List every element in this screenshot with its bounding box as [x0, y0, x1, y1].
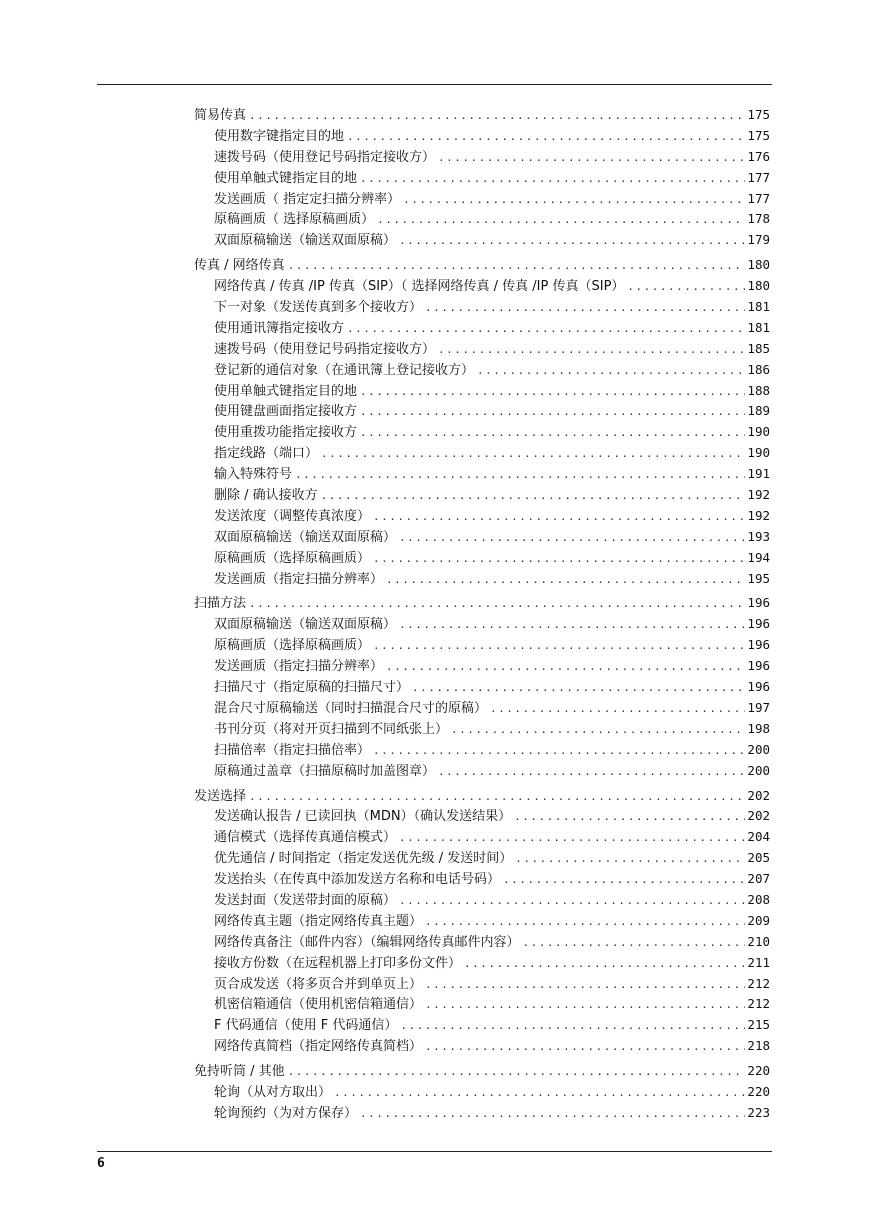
toc-entry-page: 185	[747, 340, 770, 356]
toc-entry[interactable]	[194, 869, 770, 890]
toc-entry[interactable]	[194, 506, 770, 527]
toc-entry[interactable]	[194, 569, 770, 590]
toc-entry[interactable]	[194, 953, 770, 974]
toc-section	[194, 255, 770, 589]
toc-entry[interactable]	[194, 656, 770, 677]
dot-leader	[438, 762, 745, 783]
toc-entry-page: 196	[747, 595, 770, 611]
toc-entry[interactable]	[194, 740, 770, 761]
toc-entry[interactable]	[194, 189, 770, 210]
dot-leader	[377, 210, 745, 231]
toc-entry-page: 204	[747, 829, 770, 845]
toc-entry-title: 网络传真 / 传真 /IP 传真（SIP）（ 选择网络传真 / 传真 /IP 传真（SIP）	[214, 279, 625, 295]
toc-entry-page: 194	[747, 549, 770, 565]
dot-leader	[400, 1016, 745, 1037]
toc-entry-page: 196	[747, 658, 770, 674]
toc-entry-title: 轮询（从对方取出）	[214, 1084, 332, 1100]
toc-entry-page: 179	[747, 232, 770, 248]
toc-entry-page: 192	[747, 507, 770, 523]
dot-leader	[321, 444, 745, 465]
dot-leader	[399, 828, 745, 849]
dot-leader	[425, 995, 745, 1016]
toc-entry-page: 205	[747, 850, 770, 866]
toc-entry-title: 下一对象（发送传真到多个接收方）	[214, 300, 423, 316]
toc-entry-page: 212	[747, 996, 770, 1012]
toc-entry-title: 双面原稿输送（输送双面原稿）	[214, 617, 397, 633]
toc-entry-page: 196	[747, 616, 770, 632]
toc-entry[interactable]	[194, 932, 770, 953]
toc-entry[interactable]	[194, 994, 770, 1015]
toc-entry[interactable]	[194, 209, 770, 230]
toc-entry-page: 188	[747, 382, 770, 398]
dot-leader	[360, 1104, 745, 1125]
toc-entry-title: 原稿通过盖章（扫描原稿时加盖图章）	[214, 763, 436, 779]
toc-entry-page: 195	[747, 570, 770, 586]
toc-entry-title: 通信模式（选择传真通信模式）	[214, 830, 397, 846]
toc-section	[194, 105, 770, 251]
dot-leader	[295, 465, 745, 486]
toc-entry-page: 177	[747, 169, 770, 185]
toc-entry-title: 双面原稿输送（输送双面原稿）	[214, 529, 397, 545]
toc-entry-title: 删除 / 确认接收方	[214, 488, 318, 504]
toc-entry-page: 191	[747, 466, 770, 482]
toc-entry-page: 202	[747, 787, 770, 803]
toc-entry-page: 212	[747, 975, 770, 991]
toc-entry-page: 220	[747, 1083, 770, 1099]
toc-entry[interactable]	[194, 443, 770, 464]
toc-entry[interactable]	[194, 1082, 770, 1103]
toc-entry[interactable]	[194, 1103, 770, 1124]
toc-entry[interactable]	[194, 401, 770, 422]
dot-leader	[477, 361, 745, 382]
toc-entry[interactable]	[194, 360, 770, 381]
toc-section	[194, 1061, 770, 1124]
toc-entry-title: 原稿画质（ 选择原稿画质）	[214, 212, 375, 228]
dot-leader	[503, 870, 745, 891]
toc-entry-title: 简易传真	[194, 108, 247, 123]
toc-section-heading[interactable]	[194, 105, 770, 126]
toc-entry[interactable]	[194, 168, 770, 189]
toc-entry-page: 180	[747, 278, 770, 294]
toc-entry[interactable]	[194, 806, 770, 827]
toc-entry-title: 双面原稿输送（输送双面原稿）	[214, 233, 397, 249]
dot-leader	[425, 1037, 745, 1058]
toc-entry[interactable]	[194, 635, 770, 656]
dot-leader	[412, 678, 745, 699]
toc-entry-page: 190	[747, 445, 770, 461]
toc-entry-title: 机密信箱通信（使用机密信箱通信）	[214, 997, 423, 1013]
toc-entry[interactable]	[194, 974, 770, 995]
toc-entry-title: 发送画质（ 指定定扫描分辨率）	[214, 191, 401, 207]
toc-entry[interactable]	[194, 890, 770, 911]
dot-leader	[425, 298, 745, 319]
header-rule	[97, 84, 772, 85]
toc-entry-title: 发送抬头（在传真中添加发送方名称和电话号码）	[214, 872, 501, 888]
toc-entry-title: 登记新的通信对象（在通讯簿上登记接收方）	[214, 362, 475, 378]
toc-entry-page: 200	[747, 762, 770, 778]
toc-entry[interactable]	[194, 276, 770, 297]
toc-entry-page: 198	[747, 720, 770, 736]
dot-leader	[249, 106, 745, 127]
dot-leader	[249, 594, 745, 615]
dot-leader	[373, 549, 745, 570]
toc-entry-page: 178	[747, 211, 770, 227]
dot-leader	[249, 787, 745, 808]
toc-entry-title: 发送封面（发送带封面的原稿）	[214, 892, 397, 908]
toc-entry-title: 网络传真主题（指定网络传真主题）	[214, 913, 423, 929]
dot-leader	[490, 699, 745, 720]
toc-entry-title: 指定线路（端口）	[214, 446, 319, 462]
toc-entry[interactable]	[194, 422, 770, 443]
dot-leader	[399, 615, 745, 636]
toc-entry-title: 使用数字键指定目的地	[214, 128, 345, 144]
dot-leader	[425, 975, 745, 996]
dot-leader	[399, 231, 745, 252]
dot-leader	[373, 507, 745, 528]
toc-entry-page: 189	[747, 403, 770, 419]
dot-leader	[451, 720, 745, 741]
dot-leader	[347, 127, 745, 148]
toc-entry[interactable]	[194, 761, 770, 782]
dot-leader	[627, 277, 745, 298]
toc-entry[interactable]	[194, 848, 770, 869]
toc-section	[194, 593, 770, 781]
dot-leader	[514, 807, 745, 828]
toc-entry-page: 197	[747, 699, 770, 715]
toc-entry-page: 181	[747, 319, 770, 335]
footer-rule	[97, 1151, 772, 1152]
toc-entry[interactable]	[194, 827, 770, 848]
toc-entry-title: 页合成发送（将多页合并到单页上）	[214, 976, 423, 992]
toc-entry-title: 接收方份数（在远程机器上打印多份文件）	[214, 955, 462, 971]
toc-entry-title: 发送选择	[194, 788, 247, 804]
toc-entry-title: 网络传真备注（邮件内容）（编辑网络传真邮件内容）	[214, 934, 520, 950]
toc-entry[interactable]	[194, 698, 770, 719]
toc-entry-page: 176	[747, 148, 770, 164]
toc-entry-page: 207	[747, 871, 770, 887]
page-number: 6	[97, 1156, 105, 1171]
dot-leader	[321, 486, 746, 507]
toc-entry-title: 发送浓度（调整传真浓度）	[214, 508, 371, 524]
toc-entry-title: 网络传真简档（指定网络传真简档）	[214, 1039, 423, 1055]
toc-entry-page: 211	[747, 954, 770, 970]
toc-entry-title: 使用单触式键指定目的地	[214, 383, 358, 399]
toc-entry-title: 传真 / 网络传真	[194, 258, 285, 274]
toc-entry-page: 210	[747, 933, 770, 949]
toc-entry-title: 速拨号码（使用登记号码指定接收方）	[214, 149, 436, 165]
dot-leader	[334, 1083, 745, 1104]
toc-entry-page: 218	[747, 1038, 770, 1054]
toc-entry-title: 速拨号码（使用登记号码指定接收方）	[214, 341, 436, 357]
toc-entry-title: 混合尺寸原稿输送（同时扫描混合尺寸的原稿）	[214, 700, 488, 716]
toc-entry-page: 220	[747, 1063, 770, 1079]
dot-leader	[360, 423, 745, 444]
toc-entry-page: 196	[747, 637, 770, 653]
toc-entry-title: 原稿画质（选择原稿画质）	[214, 638, 371, 654]
toc-entry[interactable]	[194, 677, 770, 698]
toc-entry[interactable]	[194, 485, 770, 506]
toc-entry-page: 202	[747, 808, 770, 824]
toc-entry-title: 使用通讯簿指定接收方	[214, 320, 345, 336]
dot-leader	[399, 891, 745, 912]
toc-section-heading[interactable]	[194, 593, 770, 614]
toc-entry-page: 192	[747, 487, 770, 503]
dot-leader	[360, 169, 745, 190]
toc-entry-page: 175	[747, 127, 770, 143]
toc-entry-title: 轮询预约（为对方保存）	[214, 1105, 358, 1121]
toc-entry[interactable]	[194, 464, 770, 485]
toc-entry-title: 发送确认报告 / 已读回执（MDN）（确认发送结果）	[214, 809, 512, 825]
dot-leader	[288, 256, 746, 277]
toc-entry-title: 发送画质（指定扫描分辨率）	[214, 659, 384, 675]
toc-entry-title: 优先通信 / 时间指定（指定发送优先级 / 发送时间）	[214, 851, 513, 867]
toc-entry-page: 181	[747, 299, 770, 315]
toc-entry-page: 215	[747, 1017, 770, 1033]
dot-leader	[464, 954, 745, 975]
toc-entry[interactable]	[194, 527, 770, 548]
toc-entry-title: 原稿画质（选择原稿画质）	[214, 550, 371, 566]
dot-leader	[373, 741, 745, 762]
dot-leader	[386, 570, 745, 591]
dot-leader	[403, 190, 745, 211]
toc-entry[interactable]	[194, 126, 770, 147]
toc-entry[interactable]	[194, 1036, 770, 1057]
toc-entry-page: 223	[747, 1104, 770, 1120]
toc-entry-page: 186	[747, 361, 770, 377]
dot-leader	[360, 382, 745, 403]
toc-section	[194, 786, 770, 1058]
dot-leader	[288, 1062, 746, 1083]
dot-leader	[386, 657, 745, 678]
toc-entry-title: 扫描方法	[194, 596, 247, 612]
toc-entry-page: 193	[747, 528, 770, 544]
toc-entry[interactable]	[194, 147, 770, 168]
toc-entry-page: 177	[747, 190, 770, 206]
dot-leader	[425, 912, 745, 933]
toc-section-heading[interactable]	[194, 255, 770, 276]
toc-entry-title: 输入特殊符号	[214, 467, 293, 483]
toc-entry[interactable]	[194, 297, 770, 318]
toc-entry-title: 使用重拨功能指定接收方	[214, 425, 358, 441]
toc-entry[interactable]	[194, 911, 770, 932]
toc-entry-title: 书刊分页（将对开页扫描到不同纸张上）	[214, 721, 449, 737]
dot-leader	[515, 849, 745, 870]
dot-leader	[523, 933, 746, 954]
toc-entry-page: 175	[747, 107, 770, 122]
dot-leader	[347, 319, 745, 340]
toc-entry-page: 180	[747, 257, 770, 273]
toc-entry[interactable]	[194, 719, 770, 740]
toc-entry-title: F 代码通信（使用 F 代码通信）	[214, 1018, 398, 1034]
dot-leader	[373, 636, 745, 657]
toc-entry[interactable]	[194, 381, 770, 402]
toc-section-heading[interactable]	[194, 1061, 770, 1082]
toc-entry-page: 209	[747, 912, 770, 928]
toc-entry-title: 发送画质（指定扫描分辨率）	[214, 571, 384, 587]
toc-entry[interactable]	[194, 614, 770, 635]
toc-entry-title: 使用键盘画面指定接收方	[214, 404, 358, 420]
toc-entry-page: 200	[747, 741, 770, 757]
toc-entry-title: 扫描倍率（指定扫描倍率）	[214, 742, 371, 758]
toc-entry-page: 208	[747, 891, 770, 907]
dot-leader	[399, 528, 745, 549]
toc-entry[interactable]	[194, 230, 770, 251]
toc-entry-title: 免持听筒 / 其他	[194, 1064, 285, 1080]
toc-entry-title: 使用单触式键指定目的地	[214, 170, 358, 186]
toc-entry[interactable]	[194, 1015, 770, 1036]
toc-entry-title: 扫描尺寸（指定原稿的扫描尺寸）	[214, 680, 410, 696]
table-of-contents	[194, 105, 770, 1128]
toc-entry[interactable]	[194, 318, 770, 339]
toc-section-heading[interactable]	[194, 786, 770, 807]
toc-entry[interactable]	[194, 548, 770, 569]
dot-leader	[438, 340, 745, 361]
dot-leader	[360, 402, 745, 423]
toc-entry[interactable]	[194, 339, 770, 360]
toc-entry-page: 196	[747, 679, 770, 695]
toc-entry-page: 190	[747, 424, 770, 440]
dot-leader	[438, 148, 745, 169]
